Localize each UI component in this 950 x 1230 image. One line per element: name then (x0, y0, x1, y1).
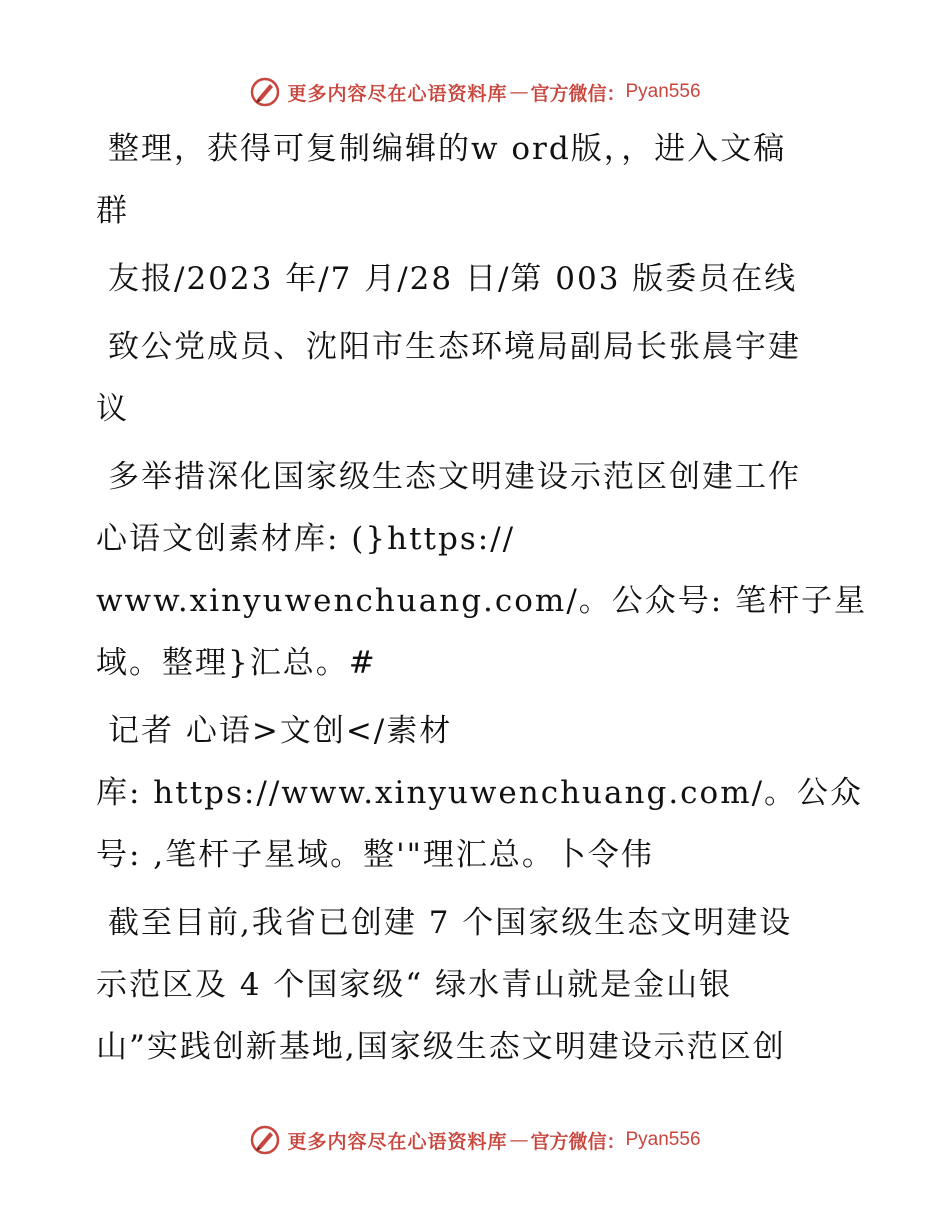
document-body (96, 118, 868, 1084)
paragraph (96, 118, 836, 242)
text-line: 致公党成员、沈阳市生态环境局副局长张晨宇建 (108, 329, 801, 365)
text-line: 域。整理}汇总。# (96, 645, 377, 681)
paragraph (96, 446, 868, 694)
text-line: 示范区及 4 个国家级“ 绿水青山就是金山银 (96, 967, 733, 1003)
banner-wechat-id: Pyan556 (625, 81, 701, 102)
banner-separator: — (509, 81, 529, 103)
paragraph (96, 892, 836, 1078)
text-line: 友报/2023 年/7 月/28 日/第 003 版委员在线 (108, 261, 798, 297)
paragraph (96, 700, 864, 886)
text-line: 记者 心语>文创</素材 (108, 713, 453, 749)
text-line: 心语文创素材库: (}https:// (96, 521, 516, 557)
header-watermark (0, 72, 950, 112)
banner-slogan: 更多内容尽在心语资料库 (287, 82, 508, 105)
text-line: 山”实践创新基地,国家级生态文明建设示范区创 (96, 1029, 786, 1065)
brush-logo-icon (249, 1124, 281, 1156)
banner-wechat-label: 官方微信： (530, 1130, 626, 1153)
text-line: 议 (96, 391, 129, 427)
banner-separator: — (509, 1129, 529, 1151)
paragraph (96, 248, 836, 310)
text-line: 整理，获得可复制编辑的w ord版，，进入文稿 (108, 131, 787, 167)
text-line: www.xinyuwenchuang.com/。公众号: 笔杆子星 (96, 583, 868, 619)
brush-logo-icon (249, 76, 281, 108)
text-line: 群 (96, 193, 129, 229)
banner-slogan: 更多内容尽在心语资料库 (287, 1130, 508, 1153)
text-line: 截至目前,我省已创建 7 个国家级生态文明建设 (108, 905, 793, 941)
banner-wechat-label: 官方微信： (530, 82, 626, 105)
text-line: 号: ,笔杆子星域。整'"理汇总。卜令伟 (96, 837, 654, 873)
footer-watermark (0, 1120, 950, 1160)
banner-wechat-id: Pyan556 (625, 1129, 701, 1150)
text-line: 库: https://www.xinyuwenchuang.com/。公众 (96, 775, 864, 811)
paragraph (96, 316, 836, 440)
text-line: 多举措深化国家级生态文明建设示范区创建工作 (108, 459, 801, 495)
